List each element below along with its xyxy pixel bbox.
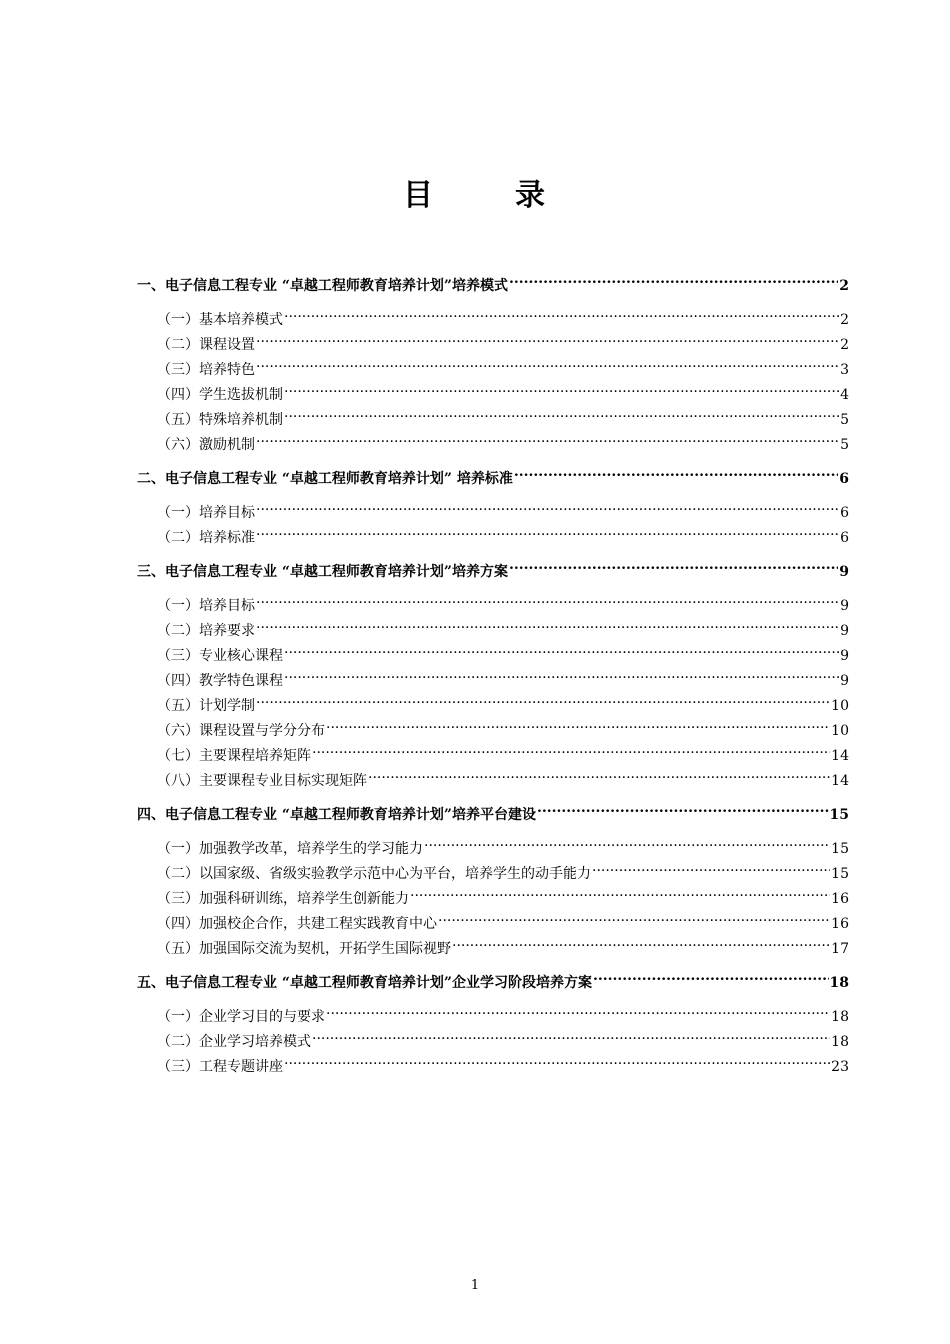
toc-page-number: 16	[831, 891, 849, 907]
dot-leader	[537, 805, 829, 819]
dot-leader	[256, 435, 839, 449]
toc-page-number: 15	[831, 841, 849, 857]
toc-subsection-group	[137, 308, 849, 458]
toc-subsection-label: （四）教学特色课程	[157, 673, 283, 689]
toc-subsection-label: （四）加强校企合作，共建工程实践教育中心	[157, 916, 437, 932]
dot-leader	[256, 503, 839, 517]
toc-subsection-label: （五）计划学制	[157, 698, 255, 714]
toc-subsection-label: （二）课程设置	[157, 337, 255, 353]
toc-page-number: 9	[839, 564, 849, 580]
toc-subsection-label: （二）以国家级、省级实验教学示范中心为平台，培养学生的动手能力	[157, 866, 591, 882]
toc-subsection-label: （三）工程专题讲座	[157, 1059, 283, 1075]
toc-subsection-label: （六）激励机制	[157, 437, 255, 453]
toc-subsection-label: （二）培养要求	[157, 623, 255, 639]
toc-page-number: 4	[840, 387, 849, 403]
toc-page-number: 5	[840, 412, 849, 428]
toc-subsection-entry[interactable]	[137, 1055, 849, 1080]
dot-leader	[509, 276, 838, 290]
toc-subsection-entry[interactable]	[137, 594, 849, 619]
toc-page-number: 18	[829, 975, 849, 991]
toc-page-number: 14	[831, 748, 849, 764]
dot-leader	[256, 621, 839, 635]
toc-subsection-label: （五）特殊培养机制	[157, 412, 283, 428]
dot-leader	[438, 914, 830, 928]
toc-page-number: 9	[840, 648, 849, 664]
toc-subsection-label: （四）学生选拔机制	[157, 387, 283, 403]
toc-subsection-entry[interactable]	[137, 912, 849, 937]
toc-subsection-label: （二）培养标准	[157, 530, 255, 546]
dot-leader	[284, 310, 839, 324]
toc-section-entry[interactable]	[137, 467, 849, 492]
toc-subsection-entry[interactable]	[137, 408, 849, 433]
toc-section-entry[interactable]	[137, 560, 849, 585]
toc-subsection-entry[interactable]	[137, 383, 849, 408]
toc-subsection-label: （五）加强国际交流为契机，开拓学生国际视野	[157, 941, 451, 957]
toc-subsection-entry[interactable]	[137, 433, 849, 458]
dot-leader	[410, 889, 830, 903]
toc-subsection-group	[137, 501, 849, 551]
toc-subsection-entry[interactable]	[137, 644, 849, 669]
toc-page-number: 6	[839, 471, 849, 487]
toc-subsection-group	[137, 594, 849, 794]
toc-subsection-entry[interactable]	[137, 619, 849, 644]
toc-page-number: 18	[831, 1009, 849, 1025]
toc-page-number: 15	[829, 807, 849, 823]
dot-leader	[514, 469, 838, 483]
toc-subsection-label: （一）基本培养模式	[157, 312, 283, 328]
toc-subsection-group	[137, 1005, 849, 1080]
dot-leader	[368, 771, 830, 785]
toc-subsection-entry[interactable]	[137, 333, 849, 358]
toc-subsection-label: （一）加强教学改革，培养学生的学习能力	[157, 841, 423, 857]
dot-leader	[326, 1007, 830, 1021]
toc-subsection-entry[interactable]	[137, 744, 849, 769]
toc-subsection-label: （六）课程设置与学分分布	[157, 723, 325, 739]
toc-subsection-label: （三）加强科研训练，培养学生创新能力	[157, 891, 409, 907]
toc-subsection-entry[interactable]	[137, 1005, 849, 1030]
toc-page-number: 23	[831, 1059, 849, 1075]
toc-subsection-entry[interactable]	[137, 308, 849, 333]
dot-leader	[592, 864, 830, 878]
toc-section-label: 五、电子信息工程专业 “卓越工程师教育培养计划”企业学习阶段培养方案	[137, 975, 592, 991]
dot-leader	[326, 721, 830, 735]
toc-subsection-group	[137, 837, 849, 962]
dot-leader	[256, 528, 839, 542]
toc-subsection-entry[interactable]	[137, 862, 849, 887]
title-char-1: 目	[403, 178, 435, 213]
dot-leader	[312, 746, 830, 760]
toc-page-number: 2	[840, 312, 849, 328]
dot-leader	[452, 939, 830, 953]
dot-leader	[256, 335, 839, 349]
toc-subsection-label: （一）培养目标	[157, 505, 255, 521]
title-char-2: 录	[515, 178, 547, 213]
page-number: 1	[470, 1278, 480, 1293]
toc-page-number: 5	[840, 437, 849, 453]
toc-subsection-entry[interactable]	[137, 1030, 849, 1055]
toc-page-number: 10	[831, 698, 849, 714]
toc-subsection-label: （三）培养特色	[157, 362, 255, 378]
dot-leader	[256, 596, 839, 610]
toc-subsection-entry[interactable]	[137, 719, 849, 744]
dot-leader	[509, 562, 838, 576]
toc-page-number: 9	[840, 673, 849, 689]
dot-leader	[284, 410, 839, 424]
toc-section-label: 三、电子信息工程专业 “卓越工程师教育培养计划”培养方案	[137, 564, 508, 580]
toc-subsection-entry[interactable]	[137, 837, 849, 862]
toc-subsection-entry[interactable]	[137, 358, 849, 383]
dot-leader	[256, 360, 839, 374]
toc-subsection-entry[interactable]	[137, 501, 849, 526]
toc-page-number: 6	[840, 530, 849, 546]
dot-leader	[312, 1032, 830, 1046]
toc-page-number: 2	[839, 278, 849, 294]
dot-leader	[284, 385, 839, 399]
toc-subsection-label: （一）培养目标	[157, 598, 255, 614]
dot-leader	[284, 671, 839, 685]
toc-subsection-entry[interactable]	[137, 669, 849, 694]
toc-section-entry[interactable]	[137, 274, 849, 299]
toc-page-number: 2	[840, 337, 849, 353]
toc-page-number: 6	[840, 505, 849, 521]
toc-page-number: 10	[831, 723, 849, 739]
toc-subsection-label: （一）企业学习目的与要求	[157, 1009, 325, 1025]
toc-subsection-entry[interactable]	[137, 887, 849, 912]
toc-page-number: 14	[831, 773, 849, 789]
toc-section-entry[interactable]	[137, 971, 849, 996]
toc-subsection-label: （八）主要课程专业目标实现矩阵	[157, 773, 367, 789]
toc-subsection-label: （二）企业学习培养模式	[157, 1034, 311, 1050]
toc-section-entry[interactable]	[137, 803, 849, 828]
toc-section-label: 二、电子信息工程专业 “卓越工程师教育培养计划” 培养标准	[137, 471, 513, 487]
dot-leader	[256, 696, 830, 710]
toc-section-label: 四、电子信息工程专业 “卓越工程师教育培养计划”培养平台建设	[137, 807, 536, 823]
toc-section-label: 一、电子信息工程专业 “卓越工程师教育培养计划”培养模式	[137, 278, 508, 294]
toc-page-number: 9	[840, 623, 849, 639]
dot-leader	[593, 973, 829, 987]
toc-subsection-label: （七）主要课程培养矩阵	[157, 748, 311, 764]
toc-page-number: 3	[840, 362, 849, 378]
toc-subsection-label: （三）专业核心课程	[157, 648, 283, 664]
toc-subsection-entry[interactable]	[137, 769, 849, 794]
toc-subsection-entry[interactable]	[137, 937, 849, 962]
toc-page-number: 9	[840, 598, 849, 614]
toc-page-number: 15	[831, 866, 849, 882]
toc-page-number: 18	[831, 1034, 849, 1050]
dot-leader	[424, 839, 830, 853]
page-title	[0, 170, 950, 214]
dot-leader	[284, 1057, 830, 1071]
toc-page-number: 17	[831, 941, 849, 957]
toc-subsection-entry[interactable]	[137, 526, 849, 551]
dot-leader	[284, 646, 839, 660]
table-of-contents	[137, 274, 849, 1089]
toc-subsection-entry[interactable]	[137, 694, 849, 719]
toc-page-number: 16	[831, 916, 849, 932]
